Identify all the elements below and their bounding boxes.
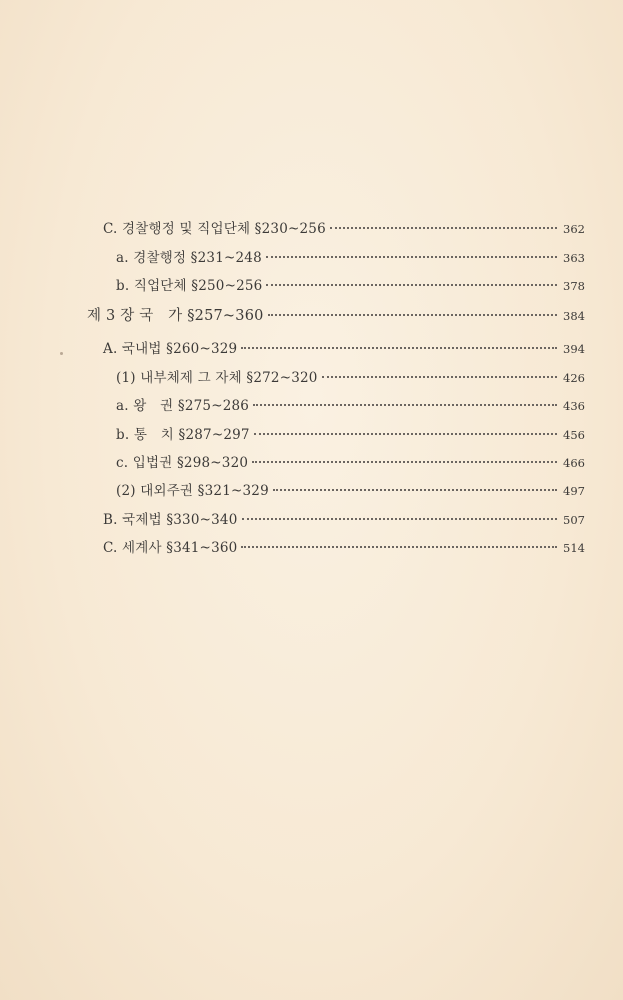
toc-entry-page: 426 — [563, 371, 585, 385]
toc-entry — [103, 507, 585, 533]
toc-entry-label: a. 왕 권 §275~286 — [116, 398, 250, 414]
toc-entry-page: 466 — [563, 456, 585, 470]
dot-leader — [266, 255, 557, 258]
dot-leader — [330, 226, 557, 229]
toc-entry — [116, 245, 585, 271]
toc-entry-page: 436 — [563, 399, 585, 413]
toc-entry-label: A. 국내법 §260~329 — [103, 341, 238, 357]
toc-entry-page: 378 — [563, 279, 585, 293]
toc-entry-page: 497 — [563, 484, 585, 498]
toc-entry-page: 362 — [563, 222, 585, 236]
toc-entry — [116, 393, 585, 419]
toc-entry — [116, 478, 585, 504]
toc-entry-label: (2) 대외주권 §321~329 — [116, 483, 269, 499]
toc-entry-label: C. 경찰행정 및 직업단체 §230~256 — [103, 221, 326, 237]
toc-entry-page: 456 — [563, 428, 585, 442]
toc-entry-label: c. 입법권 §298~320 — [116, 455, 249, 471]
dot-leader — [268, 313, 557, 316]
dot-leader — [242, 517, 557, 520]
toc-entry-label: B. 국제법 §330~340 — [103, 512, 238, 528]
dot-leader — [273, 488, 557, 491]
toc-entry-label: (1) 내부체제 그 자체 §272~320 — [116, 370, 318, 386]
toc-entry — [116, 450, 585, 476]
dot-leader — [252, 460, 557, 463]
toc-entry — [103, 216, 585, 242]
toc-entry-label: 제 3 장 국 가 §257~360 — [87, 308, 264, 324]
dot-leader — [322, 375, 557, 378]
dot-leader — [241, 346, 557, 349]
toc-entry-label: C. 세계사 §341~360 — [103, 540, 238, 556]
dot-leader — [266, 283, 557, 286]
toc-entry-label: b. 직업단체 §250~256 — [116, 278, 263, 294]
paper-speck — [60, 352, 63, 355]
toc-entry-page: 384 — [563, 309, 585, 323]
toc-chapter-entry — [87, 303, 585, 329]
toc-entry-label: a. 경찰행정 §231~248 — [116, 250, 262, 266]
toc-entry — [103, 336, 585, 362]
dot-leader — [254, 432, 557, 435]
dot-leader — [241, 545, 557, 548]
dot-leader — [253, 403, 557, 406]
toc-entry — [103, 535, 585, 561]
toc-entry-page: 394 — [563, 342, 585, 356]
toc-entry-page: 363 — [563, 251, 585, 265]
toc-entry-page: 514 — [563, 541, 585, 555]
toc-entry — [116, 422, 585, 448]
toc-entry-label: b. 통 치 §287~297 — [116, 427, 250, 443]
toc-entry-page: 507 — [563, 513, 585, 527]
toc-entry — [116, 273, 585, 299]
toc-entry — [116, 365, 585, 391]
